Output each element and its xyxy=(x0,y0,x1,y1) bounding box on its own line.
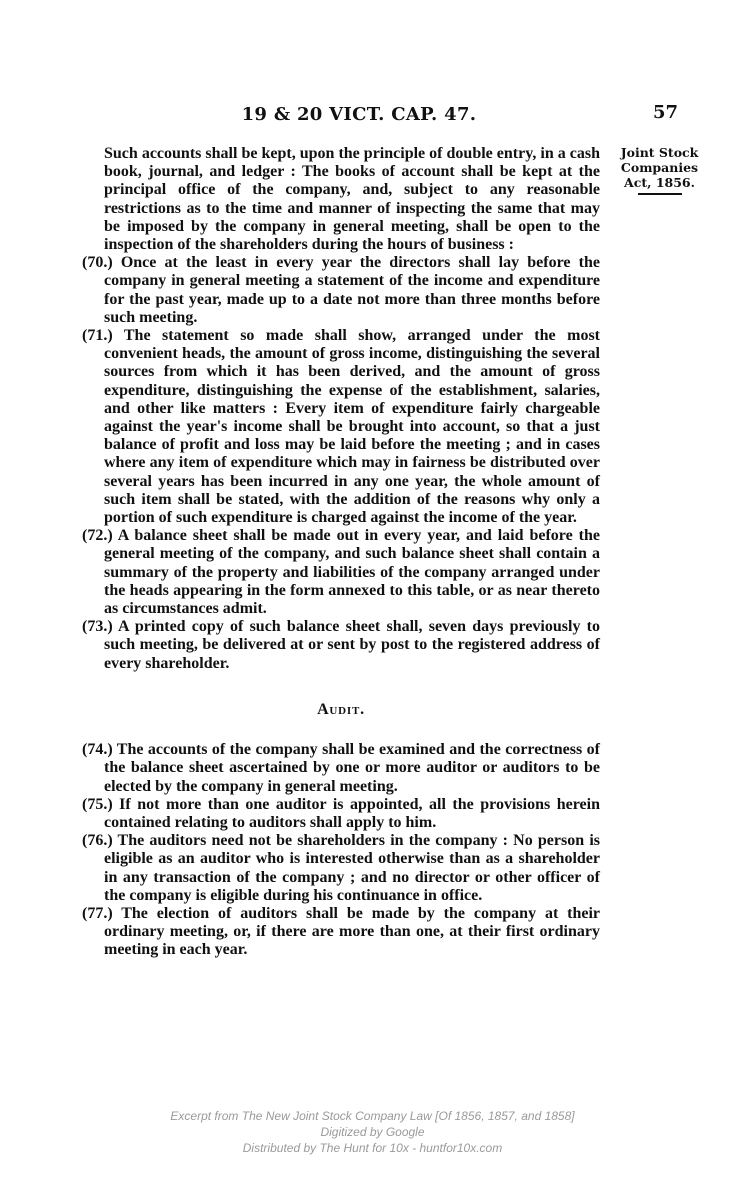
margin-note-line: Act, 1856. xyxy=(624,175,695,190)
paragraph-73: (73.) A printed copy of such balance sheet shall, seven days previously to such meeting, be delivered at or sent by post to the registered address of every shareholder. xyxy=(82,618,600,672)
footer-excerpt-line: Excerpt from The New Joint Stock Company Law [Of 1856, 1857, and 1858] xyxy=(170,1109,575,1123)
paragraph-75: (75.) If not more than one auditor is appointed, all the provisions herein contained relating to auditors shall apply to him. xyxy=(82,795,600,831)
page-header xyxy=(110,104,678,126)
paragraph-77: (77.) The election of auditors shall be made by the company at their ordinary meeting, or, if there are more than one, at their first ordinary meeting in each year. xyxy=(82,904,600,959)
paragraph-76: (76.) The auditors need not be shareholders in the company : No person is eligible as an auditor who is interested otherwise than as a shareholder in any transaction of the company ; and no director or other officer of the company is eligible during his continuance in office. xyxy=(82,832,600,904)
body-text xyxy=(82,145,600,960)
paragraph-70: (70.) Once at the least in every year the directors shall lay before the company in general meeting a statement of the income and expenditure for the past year, made up to a date not more than three months before such meeting. xyxy=(82,254,600,326)
page-number: 57 xyxy=(652,102,678,123)
margin-note-line: Joint Stock xyxy=(620,145,699,160)
footer-digitized-line: Digitized by Google xyxy=(320,1125,425,1139)
footer-distribution-line: Distributed by The Hunt for 10x - huntfor10x.com xyxy=(242,1141,503,1155)
paragraph-71: (71.) The statement so made shall show, arranged under the most convenient heads, the amount of gross income, distinguishing the several sources from which it has been derived, and the amount of gross expenditure, distinguishing the expense of the establishment, salaries, and other like matters : Every item of expenditure fairly chargeable against the year's income shall be brought into account, so that a just balance of profit and loss may be laid before the meeting ; and in cases where any item of expenditure which may in fairness be distributed over several years has been incurred in any one year, the whole amount of such item shall be stated, with the addition of the reasons why only a portion of such expenditure is charged against the income of the year. xyxy=(82,327,600,527)
footer xyxy=(0,1108,745,1156)
margin-note xyxy=(612,145,707,195)
intro-paragraph: Such accounts shall be kept, upon the principle of double entry, in a cash book, journal, and ledger : The books of account shall be kept at the principal office of the company, and, subject to any reasonable restrictions as to the time and manner of inspecting the same that may be imposed by the company in general meeting, shall be open to the inspection of the shareholders during the hours of business : xyxy=(104,145,600,254)
paragraph-72: (72.) A balance sheet shall be made out in every year, and laid before the general meeting of the company, and such balance sheet shall contain a summary of the property and liabilities of the company arranged under the heads appearing in the form annexed to this table, or as near thereto as circumstances admit. xyxy=(82,527,600,618)
margin-note-line: Companies xyxy=(620,160,699,175)
margin-note-rule xyxy=(638,193,682,195)
paragraph-74: (74.) The accounts of the company shall be examined and the correctness of the balance sheet ascertained by one or more auditor or auditors to be elected by the company in general meeting. xyxy=(82,741,600,795)
running-head: 19 & 20 VICT. CAP. 47. xyxy=(241,104,477,125)
section-heading-audit: Audit. xyxy=(317,700,365,718)
